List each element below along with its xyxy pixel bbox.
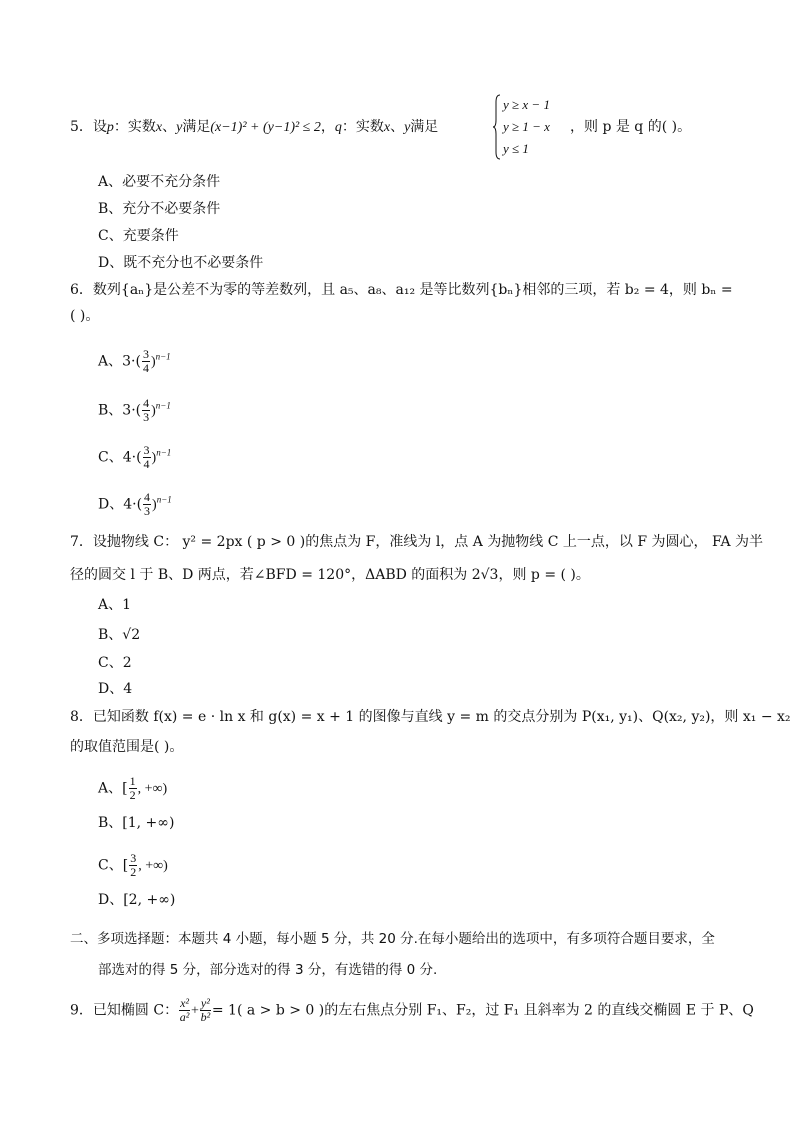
q8-option-a-fraction xyxy=(129,775,137,802)
fraction-numerator: 4 xyxy=(143,396,150,410)
fraction-denominator: a² xyxy=(179,1010,190,1024)
q5-system-line-2: y ≥ 1 − x xyxy=(503,119,550,134)
q5-comma: ， xyxy=(320,119,335,135)
q6-option-b-exponent: n−1 xyxy=(155,400,171,411)
q5-x2: x xyxy=(383,120,391,135)
q6-option-d-exponent: n−1 xyxy=(156,494,172,505)
fraction-denominator: 2 xyxy=(130,865,137,879)
fraction-numerator: 3 xyxy=(130,851,137,865)
q8-option-a-label: A、[ xyxy=(98,780,128,797)
q7-option-a: A、1 xyxy=(98,597,132,613)
q6-option-a-fraction xyxy=(142,348,150,375)
q5-y2: y xyxy=(404,120,411,135)
q8-option-b: B、[1, +∞) xyxy=(98,815,175,831)
fraction-denominator: 2 xyxy=(129,788,136,802)
q8-option-a-tail: , +∞) xyxy=(137,781,168,797)
fraction-numerator: x² xyxy=(180,996,190,1010)
fraction-numerator: 4 xyxy=(144,490,151,504)
q5-option-b: B、充分不必要条件 xyxy=(98,201,221,217)
fraction-denominator: 4 xyxy=(142,361,149,375)
q6-option-b-fraction xyxy=(142,397,150,424)
q7-stem-line1: 7．设抛物线 C： y² = 2px ( p > 0 )的焦点为 F，准线为 l，点 A 为抛物线 C 上一点，以 F 为圆心， FA 为半 xyxy=(70,534,764,550)
fraction-numerator: 1 xyxy=(129,774,136,788)
q5-option-d: D、既不充分也不必要条件 xyxy=(98,255,264,271)
q6-option-d-label: D、4·( xyxy=(98,496,143,513)
q5-sep2: 、 xyxy=(390,119,405,135)
q5-brace xyxy=(493,94,501,160)
q8-option-c-label: C、[ xyxy=(98,857,129,874)
q5-system-line-1: y ≥ x − 1 xyxy=(503,97,550,112)
q5-y: y xyxy=(176,120,183,135)
q5-system xyxy=(503,94,550,160)
q7-stem-line2: 径的圆交 l 于 B、D 两点，若∠BFD = 120°，ΔABD 的面积为 2√3，则 p = ( )。 xyxy=(70,567,590,583)
q6-option-d-fraction xyxy=(143,491,151,518)
q6-option-a: A、3·( $\frac{3}{4}$ )$^{n-1}$ xyxy=(98,347,171,375)
q6-stem-line2: ( )。 xyxy=(70,308,100,324)
q5-number: 5．设 xyxy=(70,119,107,135)
q6-option-b: B、3·( $\frac{4}{3}$ )$^{n-1}$ xyxy=(98,396,171,424)
fraction-denominator: 3 xyxy=(143,410,150,424)
q6-option-c-fraction xyxy=(143,444,151,471)
q5-option-a: A、必要不充分条件 xyxy=(98,174,221,190)
q5-p: p xyxy=(106,120,114,135)
q7-option-c: C、2 xyxy=(98,655,132,671)
q8-stem-line2: 的取值范围是( )。 xyxy=(70,739,184,755)
section2-heading-line2: 部选对的得 5 分，部分选对的得 3 分，有选错的得 0 分. xyxy=(98,962,438,978)
q5-text-a: ：实数 xyxy=(113,119,156,135)
q8-option-a xyxy=(98,775,167,802)
q7-option-b: B、√2 xyxy=(98,627,141,643)
q5-stem xyxy=(70,118,438,137)
q6-stem-line1: 6．数列{aₙ}是公差不为零的等差数列，且 a₅、a₈、a₁₂ 是等比数列{bₙ}相邻的三项，若 b₂ = 4，则 bₙ = xyxy=(70,282,733,298)
q7-option-d: D、4 xyxy=(98,681,133,697)
fraction-numerator: y² xyxy=(200,996,210,1010)
q5-text-d: 满足 xyxy=(410,119,439,135)
fraction-denominator: b² xyxy=(200,1010,211,1024)
q6-option-a-label: A、3·( xyxy=(98,353,141,370)
q8-stem-line1: 8．已知函数 f(x) = e · ln x 和 g(x) = x + 1 的图像与直线 y = m 的交点分别为 P(x₁, y₁)、Q(x₂, y₂)，则 x₁ − x₂ xyxy=(70,709,791,725)
q6-option-a-exponent: n−1 xyxy=(155,351,171,362)
q5-tail: ，则 p 是 q 的( )。 xyxy=(570,119,692,135)
fraction-numerator: 3 xyxy=(143,443,150,457)
q9-stem xyxy=(70,997,754,1024)
section2-heading-line1: 二、多项选择题：本题共 4 小题，每小题 5 分，共 20 分.在每小题给出的选项中，有多项符合题目要求，全 xyxy=(70,931,715,947)
q5-system-line-3: y ≤ 1 xyxy=(503,141,529,156)
q5-sep: 、 xyxy=(162,119,177,135)
q5-x: x xyxy=(155,120,163,135)
fraction-denominator: 4 xyxy=(143,457,150,471)
q6-option-c-exponent: n−1 xyxy=(156,447,172,458)
q5-text-c: ：实数 xyxy=(341,119,384,135)
q6-option-c-label: C、4·( xyxy=(98,449,142,466)
q6-option-b-label: B、3·( xyxy=(98,402,142,419)
q8-option-c-fraction xyxy=(129,852,137,879)
q6-option-c: C、4·( $\frac{3}{4}$ )$^{n-1}$ xyxy=(98,443,172,471)
q8-option-c-tail: , +∞) xyxy=(138,858,168,874)
q5-inequality: (x−1)² + (y−1)² ≤ 2 xyxy=(210,120,321,135)
q9-plus: + xyxy=(191,1003,199,1019)
fraction-numerator: 3 xyxy=(142,347,149,361)
q5-q: q xyxy=(334,120,342,135)
fraction-denominator: 3 xyxy=(144,504,151,518)
q9-fraction-y xyxy=(200,997,211,1024)
q8-option-d: D、[2, +∞) xyxy=(98,892,176,908)
q6-option-d: D、4·( $\frac{4}{3}$ )$^{n-1}$ xyxy=(98,490,172,518)
q9-rest: = 1( a > b > 0 )的左右焦点分别 F₁、F₂，过 F₁ 且斜率为 2 的直线交椭圆 E 于 P、Q xyxy=(211,1002,754,1019)
q8-option-c xyxy=(98,852,168,879)
q9-fraction-x xyxy=(179,997,190,1024)
q9-prefix: 9．已知椭圆 C： xyxy=(70,1002,179,1019)
q5-option-c: C、充要条件 xyxy=(98,228,179,244)
q5-text-b: 满足 xyxy=(182,119,211,135)
